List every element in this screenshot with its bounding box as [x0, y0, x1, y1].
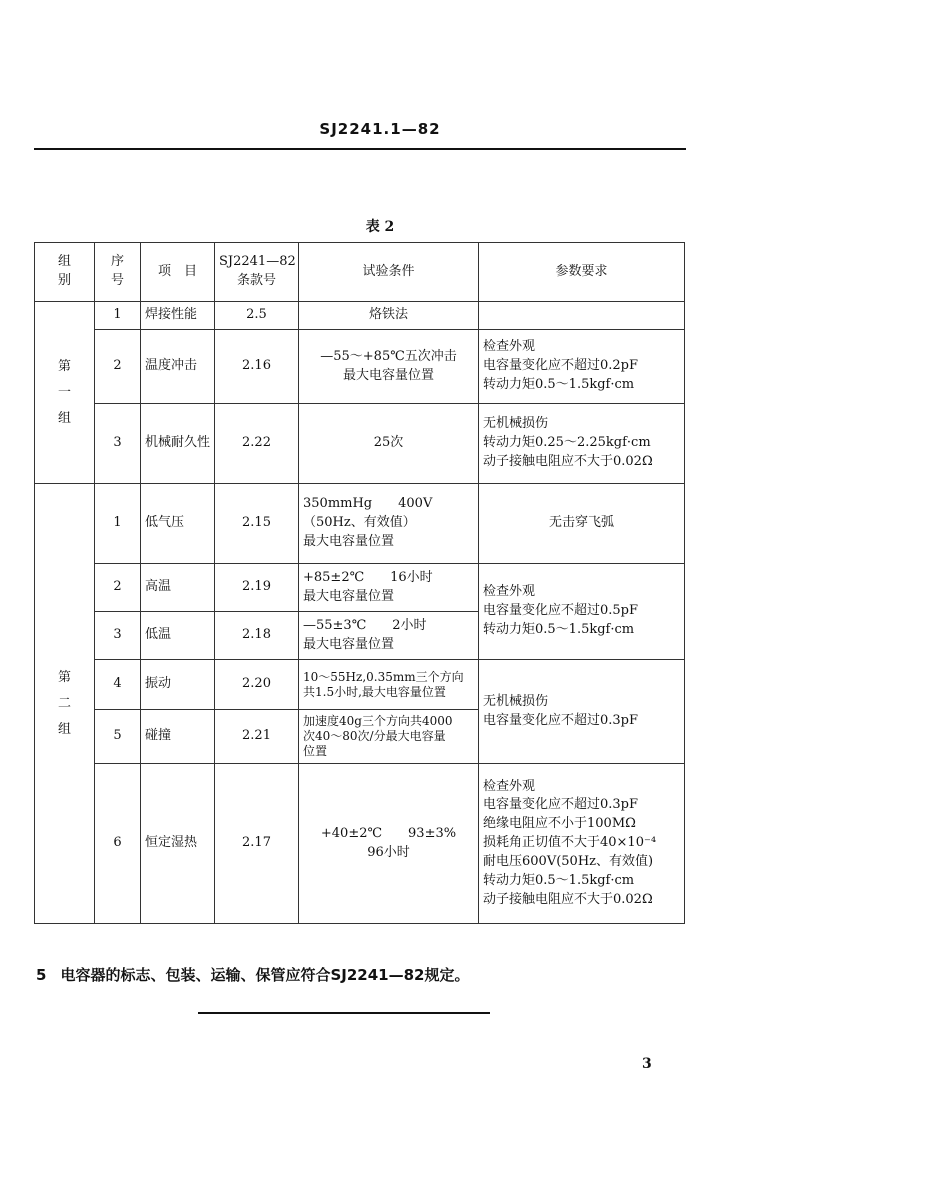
table-row	[35, 484, 685, 564]
row-condition: +40±2℃ 93±3% 96小时	[299, 764, 479, 924]
row-seq: 2	[95, 564, 141, 612]
row-item: 高温	[141, 564, 215, 612]
note-number: 5	[36, 966, 47, 984]
row-requirement: 无击穿飞弧	[479, 484, 685, 564]
row-item: 振动	[141, 660, 215, 710]
table-row	[35, 302, 685, 330]
table-row	[35, 330, 685, 404]
row-condition: 350mmHg 400V （50Hz、有效值） 最大电容量位置	[299, 484, 479, 564]
row-requirement-empty	[479, 302, 685, 330]
row-clause: 2.17	[215, 764, 299, 924]
table-header-row	[35, 243, 685, 302]
row-condition: 10～55Hz,0.35mm三个方向 共1.5小时,最大电容量位置	[299, 660, 479, 710]
row-condition: 烙铁法	[299, 302, 479, 330]
row-clause: 2.5	[215, 302, 299, 330]
row-item: 恒定湿热	[141, 764, 215, 924]
row-requirement-merged: 无机械损伤 电容量变化应不超过0.3pF	[479, 660, 685, 764]
table-row	[35, 404, 685, 484]
header-seq: 序 号	[95, 243, 141, 302]
row-condition: 加速度40g三个方向共4000 次40～80次/分最大电容量 位置	[299, 710, 479, 764]
row-item: 焊接性能	[141, 302, 215, 330]
row-item: 低温	[141, 612, 215, 660]
table-row	[35, 564, 685, 612]
row-seq: 2	[95, 330, 141, 404]
row-requirement: 检查外观 电容量变化应不超过0.2pF 转动力矩0.5～1.5kgf·cm	[479, 330, 685, 404]
standard-code: SJ2241.1—82	[319, 120, 441, 138]
row-item: 温度冲击	[141, 330, 215, 404]
row-seq: 3	[95, 612, 141, 660]
table-row	[35, 660, 685, 710]
row-clause: 2.22	[215, 404, 299, 484]
row-clause: 2.18	[215, 612, 299, 660]
header-group: 组 别	[35, 243, 95, 302]
header-rule	[34, 148, 686, 150]
table-row	[35, 764, 685, 924]
header-requirement: 参数要求	[479, 243, 685, 302]
row-requirement-merged: 检查外观 电容量变化应不超过0.5pF 转动力矩0.5～1.5kgf·cm	[479, 564, 685, 660]
section-note	[36, 964, 469, 985]
group-label-first: 第 一 组	[35, 302, 95, 484]
row-item: 碰撞	[141, 710, 215, 764]
row-clause: 2.15	[215, 484, 299, 564]
row-requirement: 无机械损伤 转动力矩0.25～2.25kgf·cm 动子接触电阻应不大于0.02Ω	[479, 404, 685, 484]
group-label-second: 第 二 组	[35, 484, 95, 924]
row-clause: 2.20	[215, 660, 299, 710]
row-clause: 2.21	[215, 710, 299, 764]
row-seq: 1	[95, 484, 141, 564]
header-clause: SJ2241—82 条款号	[215, 243, 299, 302]
row-seq: 5	[95, 710, 141, 764]
row-condition: 25次	[299, 404, 479, 484]
footer-rule	[198, 1012, 490, 1014]
row-condition: —55±3℃ 2小时 最大电容量位置	[299, 612, 479, 660]
row-seq: 1	[95, 302, 141, 330]
row-seq: 3	[95, 404, 141, 484]
row-condition: +85±2℃ 16小时 最大电容量位置	[299, 564, 479, 612]
note-text: 电容器的标志、包装、运输、保管应符合SJ2241—82规定。	[60, 966, 470, 984]
row-clause: 2.16	[215, 330, 299, 404]
row-condition: —55～+85℃五次冲击 最大电容量位置	[299, 330, 479, 404]
row-item: 机械耐久性	[141, 404, 215, 484]
test-spec-table	[34, 242, 685, 924]
header-item: 项 目	[141, 243, 215, 302]
table-title: 表 2	[365, 219, 395, 235]
header-condition: 试验条件	[299, 243, 479, 302]
row-clause: 2.19	[215, 564, 299, 612]
row-seq: 6	[95, 764, 141, 924]
page-number: 3	[642, 1056, 652, 1072]
row-requirement: 检查外观 电容量变化应不超过0.3pF 绝缘电阻应不小于100MΩ 损耗角正切值不大于40×10⁻⁴ 耐电压600V(50Hz、有效值) 转动力矩0.5～1.5kgf·cm 动子接触电阻应不大于0.02Ω	[479, 764, 685, 924]
row-seq: 4	[95, 660, 141, 710]
row-item: 低气压	[141, 484, 215, 564]
